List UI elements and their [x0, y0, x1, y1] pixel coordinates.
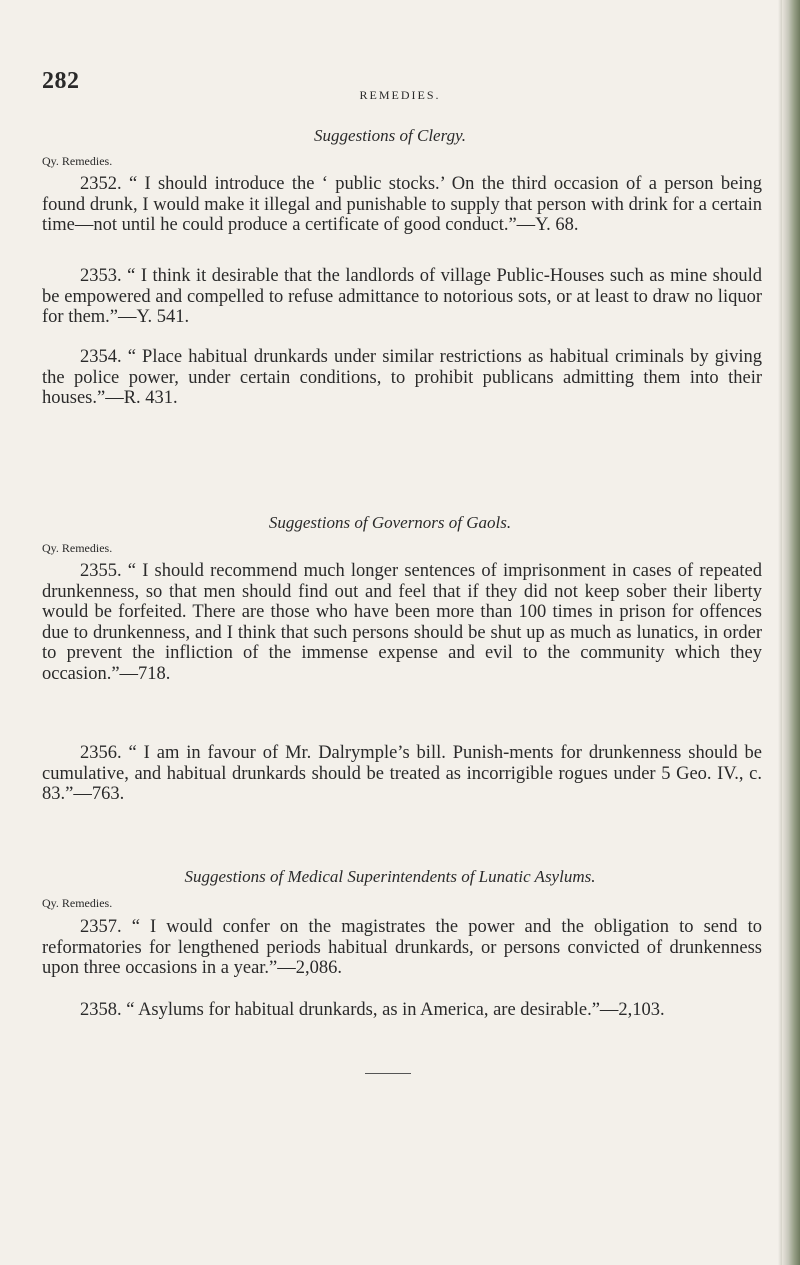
paragraph-2354: 2354. “ Place habitual drunkards under similar restrictions as habitual criminals by giving the police power, under certain conditions, to prohibit publicans admitting them into their houses.”—R. 431.	[42, 347, 762, 408]
page-edge	[782, 0, 800, 1265]
paragraph-2356: 2356. “ I am in favour of Mr. Dalrymple’s bill. Punish-ments for drunkenness should be cumulative, and habitual drunkards should be treated as incorrigible rogues under 5 Geo. IV., c. 83.”—763.	[42, 743, 762, 804]
paragraph-2357: 2357. “ I would confer on the magistrates the power and the obligation to send to reformatories for lengthened periods habitual drunkards, or persons convicted of drunkenness upon three occasions in a year.”—2,086.	[42, 917, 762, 978]
section-title-clergy: Suggestions of Clergy.	[314, 126, 466, 145]
query-label: Qy. Remedies.	[42, 541, 113, 555]
end-rule	[365, 1073, 411, 1074]
query-label: Qy. Remedies.	[42, 896, 113, 910]
section-title-asylums: Suggestions of Medical Superintendents of Lunatic Asylums.	[184, 867, 596, 886]
page-number: 282	[42, 68, 80, 94]
section-title-gaols: Suggestions of Governors of Gaols.	[268, 513, 512, 532]
paragraph-2352: 2352. “ I should introduce the ‘ public stocks.’ On the third occasion of a person being found drunk, I would make it illegal and punishable to supply that person with drink for a certain time—not until he could produce a certificate of good conduct.”—Y. 68.	[42, 174, 762, 235]
paragraph-2355: 2355. “ I should recommend much longer sentences of imprisonment in cases of repeated drunkenness, so that men should find out and feel that if they did not keep sober their liberty would be forfeited. There are those who have been more than 100 times in prison for offences due to drunkenness, and I think that such persons should be shut up as much as lunatics, in order to prevent the infliction of the immense expense and evil to the community which they occasion.”—718.	[42, 561, 762, 684]
running-head: REMEDIES.	[359, 88, 441, 102]
paragraph-2353: 2353. “ I think it desirable that the landlords of village Public-Houses such as mine should be empowered and compelled to refuse admittance to notorious sots, or at least to draw no liquor for them.”—Y. 541.	[42, 266, 762, 327]
query-label: Qy. Remedies.	[42, 154, 113, 168]
paragraph-2358: 2358. “ Asylums for habitual drunkards, as in America, are desirable.”—2,103.	[80, 1000, 665, 1020]
